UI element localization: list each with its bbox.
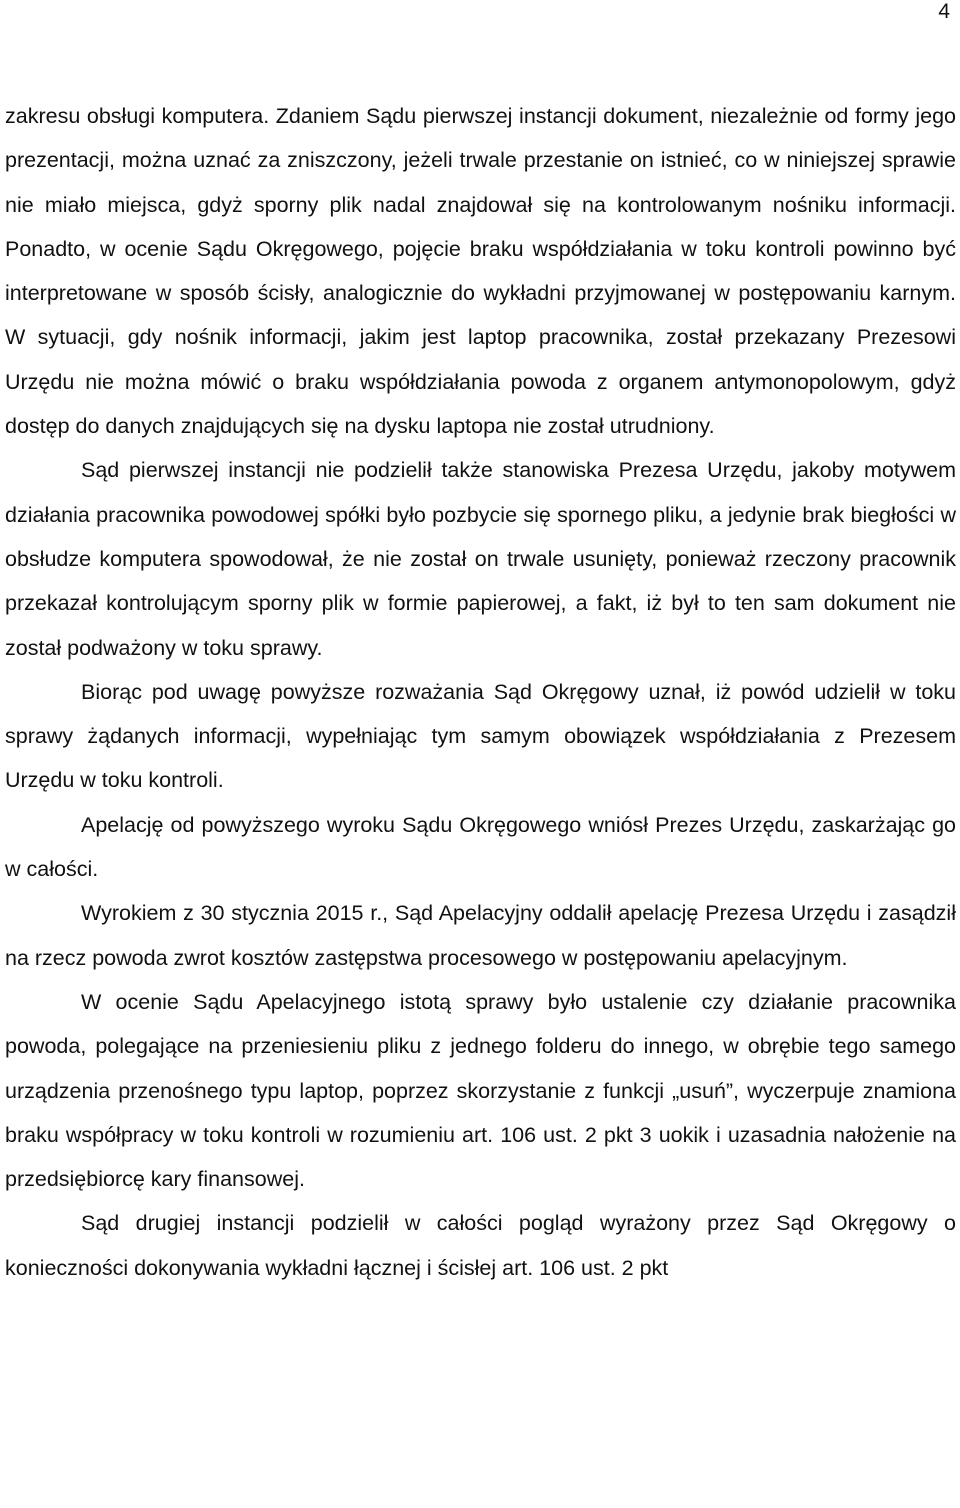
paragraph-7: Sąd drugiej instancji podzielił w całości pogląd wyrażony przez Sąd Okręgowy o konieczności dokonywania wykładni łącznej i ścisłej art. 106 ust. 2 pkt bbox=[5, 1211, 956, 1280]
paragraph-4: Apelację od powyższego wyroku Sądu Okręgowego wniósł Prezes Urzędu, zaskarżając go w całości. bbox=[5, 812, 956, 882]
paragraph-1: zakresu obsługi komputera. Zdaniem Sądu pierwszej instancji dokument, niezależnie od formy jego prezentacji, można uznać za zniszczony, jeżeli trwale przestanie on istnieć, co w niniejszej sprawie nie miało miejsca, gdyż sporny plik nadal znajdował się na kontrolowanym nośniku informacji. Ponadto, w ocenie Sądu Okręgowego, pojęcie braku współdziałania w toku kontroli powinno być interpretowane w sposób ścisły, analogicznie do wykładni przyjmowanej w postępowaniu karnym. W sytuacji, gdy nośnik informacji, jakim jest laptop pracownika, został przekazany Prezesowi Urzędu nie można mówić o braku współdziałania powoda z organem antymonopolowym, gdyż dostęp do danych znajdujących się na dysku laptopa nie został utrudniony. bbox=[5, 104, 956, 439]
page-number: 4 bbox=[938, 0, 950, 23]
paragraph-3: Biorąc pod uwagę powyższe rozważania Sąd Okręgowy uznał, iż powód udzielił w toku sprawy żądanych informacji, wypełniając tym samym obowiązek współdziałania z Prezesem Urzędu w toku kontroli. bbox=[5, 679, 956, 793]
paragraph-5: Wyrokiem z 30 stycznia 2015 r., Sąd Apelacyjny oddalił apelację Prezesa Urzędu i zasądził na rzecz powoda zwrot kosztów zastępstwa procesowego w postępowaniu apelacyjnym. bbox=[5, 901, 956, 970]
paragraph-2: Sąd pierwszej instancji nie podzielił także stanowiska Prezesa Urzędu, jakoby motywem działania pracownika powodowej spółki było pozbycie się spornego pliku, a jedynie brak biegłości w obsłudze komputera spowodował, że nie został on trwale usunięty, ponieważ rzeczony pracownik przekazał kontrolującym sporny plik w formie papierowej, a fakt, iż był to ten sam dokument nie został podważony w toku sprawy. bbox=[5, 458, 956, 660]
paragraph-6: W ocenie Sądu Apelacyjnego istotą sprawy było ustalenie czy działanie pracownika powoda, polegające na przeniesieniu pliku z jednego folderu do innego, w obrębie tego samego urządzenia przenośnego typu laptop, poprzez skorzystanie z funkcji „usuń”, wyczerpuje znamiona braku współpracy w toku kontroli w rozumieniu art. 106 ust. 2 pkt 3 uokik i uzasadnia nałożenie na przedsiębiorcę kary finansowej. bbox=[5, 989, 956, 1192]
document-body bbox=[5, 94, 956, 1290]
